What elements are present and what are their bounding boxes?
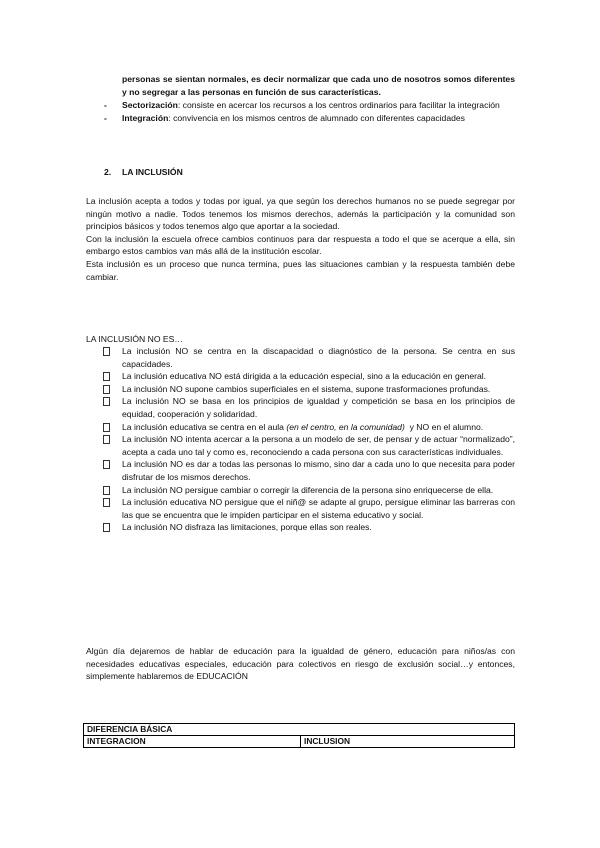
dash-marker: - (104, 100, 107, 110)
intro-text (86, 195, 515, 283)
no-es-list (103, 345, 515, 534)
checkbox-bullet-icon (103, 397, 110, 406)
difference-table (83, 723, 515, 748)
checkbox-bullet-icon (103, 372, 110, 381)
list-item-text: La inclusión educativa NO persigue que el niñ@ se adapte al grupo, persigue eliminar las barreras con las que se encuentra que le impiden participar en el sistema educativo y social. (122, 497, 515, 520)
checkbox-bullet-icon (103, 385, 110, 394)
list-item-text: La inclusión educativa NO está dirigida a la educación especial, sino a la educación en general. (122, 371, 487, 382)
intro-paragraph: Con la inclusión la escuela ofrece cambios continuos para dar respuesta a todo el que se acerque a ella, sin embargo estos cambios van más allá de la institución escolar. (86, 233, 515, 257)
list-item (103, 433, 515, 458)
checkbox-bullet-icon (103, 486, 110, 495)
table-header-row (84, 724, 515, 736)
list-item (103, 521, 515, 534)
table-row (84, 736, 515, 748)
closing-paragraph: Algún día dejaremos de hablar de educación para la igualdad de género, educación para niños/as con necesidades educativas especiales, educación para colectivos en riesgo de exclusión social…y entonces, simplemente hablaremos de EDUCACIÓN (86, 646, 515, 682)
dash-marker: - (104, 112, 107, 123)
section-title: LA INCLUSIÓN (122, 167, 183, 177)
list-item (103, 383, 515, 396)
table-cell-inclusion: INCLUSION (301, 736, 515, 748)
comparison-table (83, 723, 515, 748)
definition-text: : consiste en acercar los recursos a los centros ordinarios para facilitar la integración (177, 100, 500, 110)
list-item (103, 484, 515, 497)
list-item-text: La inclusión NO disfraza las limitaciones, porque ellas son reales. (122, 522, 372, 533)
list-item (103, 458, 515, 483)
definition-list (104, 99, 515, 124)
definition-term: Integración (122, 112, 169, 123)
definition-item-sectorizacion (104, 99, 515, 112)
checkbox-bullet-icon (103, 523, 110, 532)
checkbox-bullet-icon (103, 498, 110, 507)
checkbox-bullet-icon (103, 423, 110, 432)
checkbox-bullet-icon (103, 347, 110, 356)
list-item-text: La inclusión NO se basa en los principios de igualdad y competición se basa en los principios de equidad, cooperación y solidaridad. (122, 396, 515, 419)
list-item (103, 395, 515, 420)
section-heading (104, 166, 183, 179)
continuation-paragraph: personas se sientan normales, es decir normalizar que cada uno de nosotros somos diferentes y no segregar a las personas en función de sus características. (122, 74, 515, 97)
list-item (103, 496, 515, 521)
intro-paragraph: La inclusión acepta a todos y todas por igual, ya que según los derechos humanos no se puede segregar por ningún motivo a nadie. Todos tenemos los mismos derechos, además la participación y la comunidad son principios básicos y todos tenemos algo que aportar a la sociedad. (86, 196, 515, 232)
list-item-text: La inclusión NO supone cambios superficiales en el sistema, supone trasformaciones profundas. (122, 383, 491, 394)
list-item (103, 421, 515, 434)
definition-text: : convivencia en los mismos centros de alumnado con diferentes capacidades (168, 112, 465, 123)
list-item (103, 345, 515, 370)
list-item-text: La inclusión NO persigue cambiar o corregir la diferencia de la persona sino enriquecerse de ella. (122, 484, 494, 495)
table-header-cell: DIFERENCIA BÁSICA (84, 724, 515, 736)
list-item-text: La inclusión educativa se centra en el aula (122, 421, 287, 432)
list-item-text: La inclusión NO se centra en la discapacidad o diagnóstico de la persona. Se centra en sus capacidades. (122, 346, 515, 369)
checkbox-bullet-icon (103, 460, 110, 469)
definition-item-integracion (104, 112, 515, 125)
list-item-text-after: y NO en el alumno. (404, 421, 484, 432)
list-item-text: La inclusión NO intenta acercar a la persona a un modelo de ser, de pensar y de actuar “normalizado”, acepta a cada uno tal y como es, reconociendo a cada persona con sus características individuales. (122, 434, 515, 457)
no-es-title: LA INCLUSIÓN NO ES… (86, 334, 183, 344)
list-item-text: La inclusión NO es dar a todas las personas lo mismo, sino dar a cada uno lo que necesita para poder disfrutar de los mismos derechos. (122, 459, 515, 482)
intro-paragraph: Esta inclusión es un proceso que nunca termina, pues las situaciones cambian y la respuesta también debe cambiar. (86, 258, 515, 282)
table-cell-integracion: INTEGRACION (84, 736, 301, 748)
list-item (103, 370, 515, 383)
section-number: 2. (104, 167, 112, 177)
list-item-italic: (en el centro, en la comunidad) (286, 421, 405, 432)
definition-term: Sectorización (122, 100, 178, 110)
checkbox-bullet-icon (103, 435, 110, 444)
